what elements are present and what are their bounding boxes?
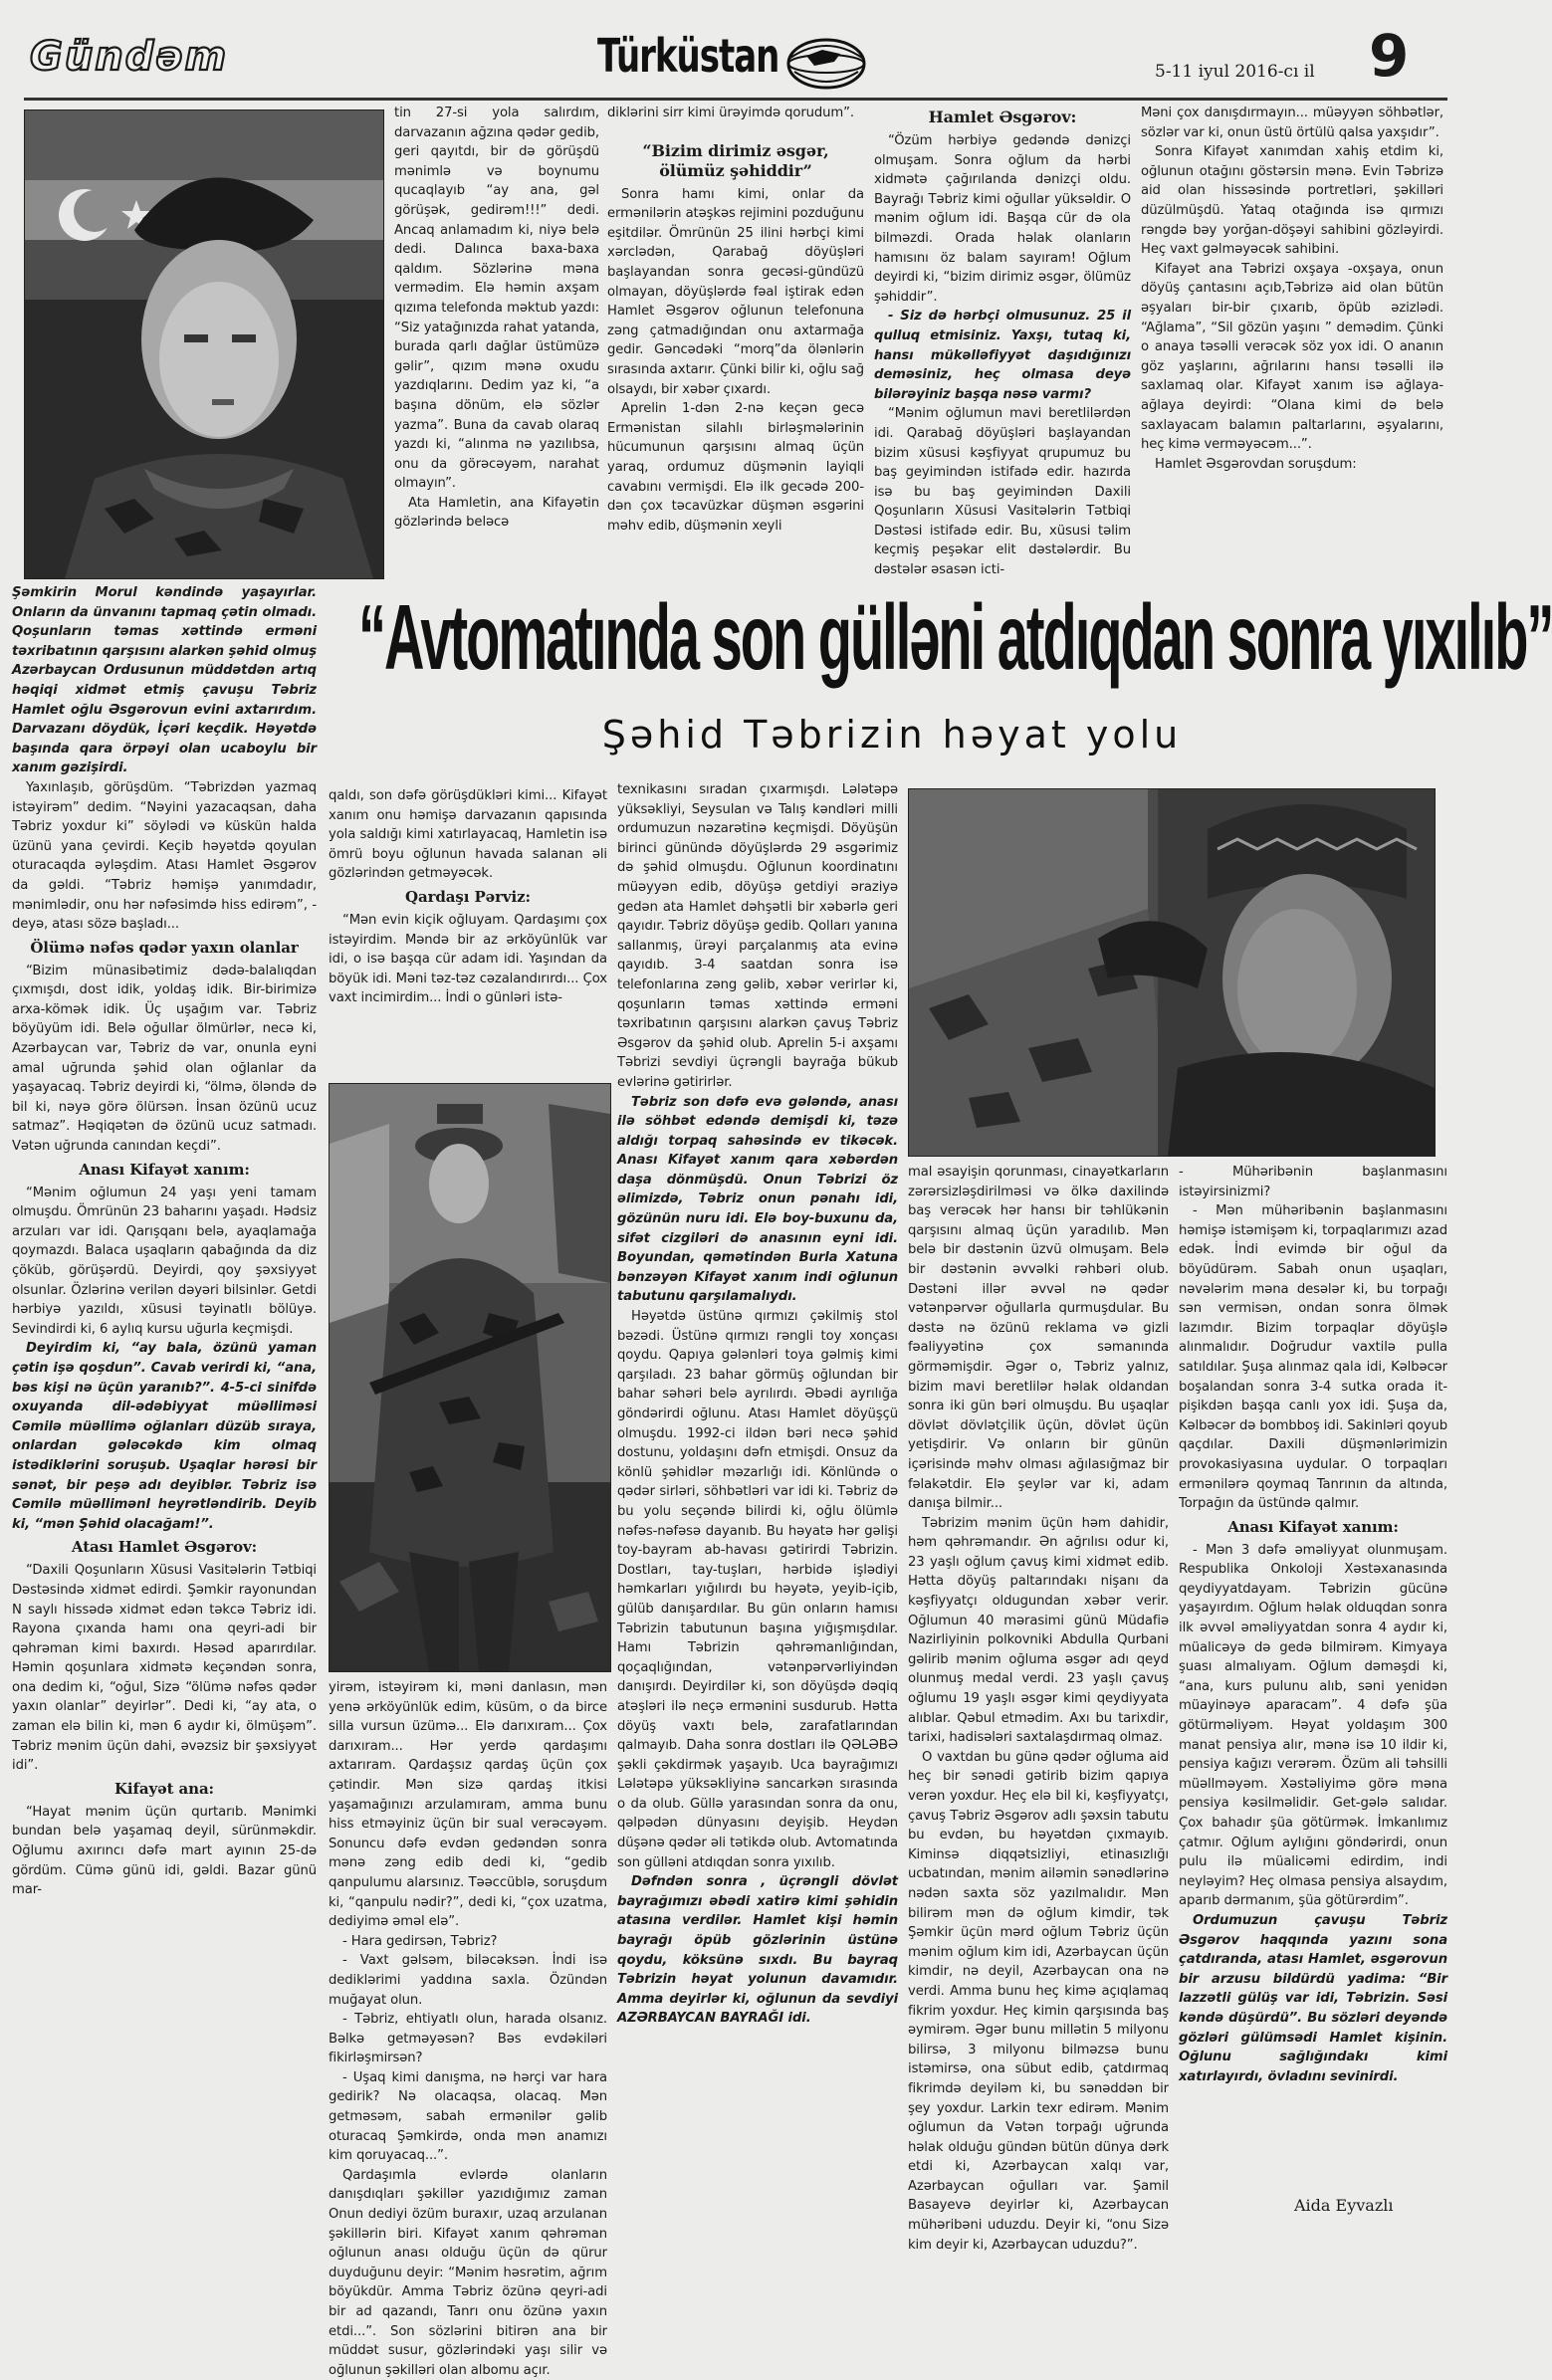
top-column-4 bbox=[874, 104, 1131, 578]
top-column-2 bbox=[394, 104, 599, 569]
col2-para7: - Uşaq kimi danışma, nə hərçi var hara gedirik? Nə olacaqsa, olacaq. Mən getməsəm, sabah ermənilər gəlib oturacaq Şəmkirdə, onda mən anamızı kim qoruyacaq...”. bbox=[329, 2069, 607, 2164]
paper-name: Türküstan bbox=[597, 30, 779, 84]
top-col5-para2: Sonra Kifayət xanımdan xahiş etdim ki, oğlunun otağını göstərsin mənə. Evin Təbrizə aid olan hissəsində portretləri, şəkilləri düzülmüşdü. Yataq otağında isə qırmızı rəngdə bəy yorğan-döşəyi sahibini gözləyirdi. Heç vaxt gəlməyəcək sahibini. bbox=[1141, 144, 1443, 258]
globe-icon bbox=[776, 34, 876, 94]
col2-para3: yirəm, istəyirəm ki, məni danlasın, mən yenə ərköyünlük edim, küsüm, o da birce silla vursun üzümə... Elə darıxıram... Çox darıxıram... Hər yerdə qardaşımı axtarıram. Qardaşsız qardaş üçün çox çətindir. Mən sizə qardaş itkisi yaşamağınızı arzulamıram, amma bunu hiss etməyiniz üçün bir sual verəcəyəm. Sonuncu dəfə evdən gedəndən sonra mənə zəng edib dedi ki, “gedib qanpulumu alarsınız. Təəccüblə, soruşdum ki, “qanpulu nədir?”, dedi ki, “çox uzatma, dediyimə əməl elə”. bbox=[329, 1680, 607, 1930]
col1-para1: Yaxınlaşıb, görüşdüm. “Təbrizdən yazmaq istəyirəm” dedim. “Nəyini yazacaqsan, daha Təbriz yoxdur ki” söylədi və küskün halda üzünü yana çevirdi. Keçib həyətdə qoyulan oturacaqda əyləşdim. Atası Hamlet Əsgərov da gəldi. “Təbriz həmişə yanımdadır, mənimlədir, onu hər nəfəsimdə hiss edirəm”, - deyə, atası sözə başladı... bbox=[12, 779, 317, 933]
col3-para3: Həyətdə üstünə qırmızı çəkilmiş stol bəzədi. Üstünə qırmızı rəngli toy xonçası qoydu. Qapıya gələnləri toya gəlmiş kimi qarşıladı. 23 bahar görmüş oğlundan bir bahar səhəri belə ayrılırdı. Əbədi ayrılığa göndərirdi oğlunu. Atası Hamlet döyüşçü olmuşdu. 1992-ci ildən bəri necə şəhid dostunu, yoldaşını dəfn etmişdi. Onsuz da könlü şəhidlər məzarlığı idi. Könlündə o qədər sirləri, söhbətləri var idi ki. Təbriz də bu yolu seçəndə bilirdi ki, oğlu ölümlə nəfəs-nəfəsə dayanıb. Bu həyatə hər gəlişi toy-bayram ab-havası gətirirdi Təbrizin. Dostları, tay-tuşları, hərbidə işlədiyi həmkarları yığılırdı bu həyətə, yeyib-içib, gülüb danışardılar. Bu gün onların hamısı Təbrizin tabutunun başına yığışmışdılar. Hamı Təbrizin qəhrəmanlığından, qoçaqlığından, vətənpərvərliyindən danışırdı. Deyirdilər ki, son döyüşdə dəqiq atəşləri ilə neçə ermənini susdurub. Hətta döyüş vaxtı belə, zarafatlarından qalmayıb. Daha sonra dostları ilə QƏLƏBƏ şəkli çəkdirmək yaşayıb. Uca bayrağımızı Lələtəpə yüksəkliyinə sancarkən sırasında o da olub. Güllə yarasından sonra da onu, qəlpədən dünyasını deyişib. Heydən düşənə qədər əli tətikdə olub. Avtomatında son gülləni atdıqdan sonra yıxılıb. bbox=[617, 1309, 898, 1870]
top-col3-para2: Aprelin 1-dən 2-nə keçən gecə Ermənistan silahlı birləşmələrinin hücumunun qarşısını almaq üçün yaraq, ordumuz düşmənin layiqli cavabını vermişdi. Elə ilk gecədə 200-dən çox təcavüzkar düşmən əsgərini məhv edib, düşmənin xeyli bbox=[607, 401, 864, 534]
photo-caption: Şəmkirin Morul kəndində yaşayırlar. Onların da ünvanını tapmaq çətin olmadı. Qoşunların təmas xəttində erməni təxribatının qarşısını alarkən şəhid olmuş Azərbaycan Ordusunun müddətdən artıq həqiqi xidmət etmiş çavuşu Təbriz Hamlet oğlu Əsgərovun evini axtarırdım. Darvazanı döydük, İçəri keçdik. Həyətdə başında qara örpəyi olan ucaboylu bir xanım gəzişirdi. bbox=[12, 585, 317, 776]
top-col4-para2: “Mənim oğlumun mavi beretlilərdən idi. Qarabağ döyüşləri başlayandan bizim xüsusi kəşfiyyat qrupumuz bu baş geyimindən istifadə edir. hazırda isə bu baş geyimindən Daxili Qoşunların Xüsusi Vasitələrin Tətbiqi Dəstəsi istifadə edir. Bu, xüsusi təlim keçmiş peşəkar elit dəstələrdir. Bu dəstələr əsasən icti- bbox=[874, 406, 1131, 578]
top-col4-para1: “Özüm hərbiyə gedəndə dənizçi olmuşam. Sonra oğlum da hərbi xidmətə çağırılanda dənizçi oldu. Bayrağı Təbriz kimi oğullar yüksəldir. O mənim oğlum idi. Başqa cür də ola bilməzdi. Orada həlak olanların hamısını öz balam sayıram! Oğlum deyirdi ki, “bizim dirimiz əsgər, ölümüz şəhiddir”. bbox=[874, 133, 1131, 305]
col1-para4: Deyirdim ki, “ay bala, özünü yaman çətin işə qoşdun”. Cavab verirdi ki, “ana, bəs kişi nə üçün yaranıb?”. 4-5-ci sinifdə oxuyanda dil-ədəbiyyat müəlliməsi Cəmilə müəllimə oğlanları düzüb sıraya, onlardan gələcəkdə kim olmaq istədiklərini soruşub. Uşaqlar hərəsi bir sənət, bir peşə adı deyiblər. Təbriz isə Cəmilə müəllimənl heyrətləndirib. Deyib ki, “mən Şəhid olacağam!”. bbox=[12, 1341, 317, 1532]
mother-with-beret-photo bbox=[908, 788, 1436, 1157]
col3-para2: Təbriz son dəfə evə gələndə, anası ilə söhbət edəndə demişdi ki, təzə aldığı torpaq sahəsində ev tikəcək. Anası Kifayət xanım qara xəbərdən daşa dönmüşdü. Onun Təbrizi öz əlimizdə, Təbriz onun pənahı idi, gözünün nuru idi. Elə boy-buxunu da, sifət cizgiləri də anasının eyni idi. Boyundan, qəmətindən Burla Xatuna bənzəyən Kifayət xanım indi oğlunun tabutunu qarşılamalıydı. bbox=[617, 1094, 898, 1305]
top-col4-question: - Siz də hərbçi olmusunuz. 25 il qulluq etmisiniz. Yaxşı, tutaq ki, hansı mükəlləfiyyət daşıdığınızı deməsiniz, heç olmasa deyə bilərəyiniz başqa nəsə varmı? bbox=[874, 309, 1131, 402]
col2-para1: qaldı, son dəfə görüşdükləri kimi... Kifayət xanım onu həmişə darvazanın qapısında yola saldığı kimi xatırlayacaq, Hamletin isə ömrü boyu oğlunun havada salanan əli gözlərindən getməyəcək. bbox=[329, 788, 607, 882]
col3-para4: Dəfndən sonra , üçrəngli dövlət bayrağımızı əbədi xatirə kimi şəhidin atasına verdilər. Hamlet kişi həmin bayrağı öpüb gözlərinin üstünə qoydu, köksünə sıxdı. Bu bayraq Təbrizin həyat yolunun davamıdır. Amma deyirlər ki, oğlunun da sevdiyi AZƏRBAYCAN BAYRAĞI idi. bbox=[617, 1874, 898, 2027]
col2-para5: - Vaxt gəlsəm, biləcəksən. İndi isə dediklərimi yaddına saxla. Özündən muğayat olun. bbox=[329, 1953, 607, 2008]
column-2-lower bbox=[329, 1678, 607, 2378]
header-rule bbox=[24, 98, 1447, 101]
top-col5-para4: Hamlet Əsgərovdan soruşdum: bbox=[1155, 456, 1357, 472]
col5-para2: - Mən mühəribənin başlanmasını həmişə istəmişəm ki, torpaqlarımızı azad edək. İndi evimdə bir oğul da böyüdürəm. Sabah onun uşaqları, nəvələrim məna desələr ki, bu torpağı sən vermisən, ondan sonra ölmək lazımdır. Bizim torpaqlar döyüşlə alınmalıdır. Doğrudur vaxtilə pulla satıldılar. Şuşa alınmaz qala idi, Kəlbəcər boşalandan sonra 3-4 sutka orada it-pişikdən başqa canlı yox idi. Şuşa da, Kəlbəcər də bombboş idi. Sakinləri qoyub qaçdılar. Daxili düşmənlərimizin provokasiyasına uydular. O torpaqları ermənilərə qoymaq Tanrının da altında, Torpağın da üstündə qalmır. bbox=[1179, 1203, 1447, 1512]
col5-para3: - Mən 3 dəfə əməliyyat olunmuşam. Respublika Onkoloji Xəstəxanasında qeydiyyatdayam. Təbrizin gücünə yaşayırdım. Oğlum həlak olduqdan sonra ilk əvvəl əməliyyatdan sonra 4 aydır ki, müalicəyə də gedə bilmirəm. Kimyaya şuası almalıyam. Oğlum dəməşdi ki, “ana, kurs pulunu alıb, səni yenidən müayinəyə aparacam”. 4 dəfə şüa götürməliyəm. Həyat yoldaşım 300 manat pensiya alır, mənə isə 10 ildir ki, pensiya kağızı verərəm. Özüm ali təhsilli müəllməyəm. Xəstəliyimə görə məna pensiya kəsilməlidir. Get-gələ salıdar. Çox bahadır şüa götürmək. İmkanlımız çatmır. Oğlum aylığını göndərirdi, onun pulu ilə müalicəmi edirdim, indi neyləyim? Heç olmasa pensiya alsaydım, aparıb dərmanım, şüa götürərdim”. bbox=[1179, 1542, 1447, 1909]
mother-with-beret-art bbox=[909, 789, 1435, 1156]
col1-subheading-3: Atası Hamlet Əsgərov: bbox=[71, 1538, 258, 1557]
column-4 bbox=[908, 1163, 1169, 2253]
top-col5-para1: Məni çox danışdırmayın... müəyyən söhbətlər, sözlər var ki, onun üstü örtülü qalsa yaxşıdır”. bbox=[1141, 106, 1443, 140]
top-column-3 bbox=[607, 104, 864, 569]
col2-para2: “Mən evin kiçik oğluyam. Qardaşımı çox istəyirdim. Məndə bir az ərköyünlük var idi, o isə başqa cür adam idi. Yaşından da böyük idi. Məni təz-təz cəzalandırırdı... Çox vaxt incimirdim... İndi o günləri istə- bbox=[329, 912, 607, 1006]
top-col3-para1: Sonra hamı kimi, onlar da ermənilərin atəşkəs rejimini pozduğunu eşitdilər. Ömrünün 25 ilini hərbçi kimi xərclədən, Qarabağ döyüşləri başlayandan sonra gecəsi-gündüzü olmayan, döyüşlərdə fəal iştirak edən Hamlet Əsgərov oğlunun telefonuna zəng çatmadığından onu axtarmağa gedir. Gəncədəki “morq”da ölənlərin sırasında axtarır. Çünki bilir ki, oğlu sağ olsaydı, bir xəbər çıxardı. bbox=[607, 186, 864, 397]
col5-para1: - Mühəribənin başlanmasını istəyirsinizmi? bbox=[1179, 1165, 1447, 1199]
column-3 bbox=[617, 780, 898, 2216]
subheadline: Şəhid Təbrizin həyat yolu bbox=[601, 713, 1183, 757]
col2-subheading-1: Qardaşı Pərviz: bbox=[405, 887, 531, 906]
soldier-portrait-art bbox=[25, 110, 383, 578]
page-number: 9 bbox=[1369, 22, 1410, 90]
soldier-uniform-photo bbox=[329, 1083, 611, 1672]
top-col2-para1: tin 27-si yola salırdım, darvazanın ağzına qədər gedib, geri qayıtdı, bir də görüşdü mənimlə və boynumu qucaqlayıb “ay ana, gəl görüşək, gedirəm!!!” dedi. Ancaq anlamadım ki, niyə belə dedi. Dalınca baxa-baxa qaldım. Sözlərinə məna vermədim. Elə həmin axşam qızıma telefonda məktub yazdı: “Siz yatağınızda rahat yatanda, burada qarlı dağlar üstümüzə gəlir”, qızım mənə oxudu yazdıqlarını. Dedim yaz ki, “a başına dönüm, elə sözlər yazma”. Buna da cavab olaraq yazdı ki, “alınma nə yazılıbsa, onu da görəcəyəm, narahat olmayın”. bbox=[394, 106, 599, 492]
col4-para1: mal əsayişin qorunması, cinayətkarların zərərsizləşdirilməsi və ölkə daxilində baş verəcək hər hansı bir təhlükənin qarşısını almaq üçün yaradılıb. Mən belə bir dəstənin üzvü olmuşam. Belə bir dəstənin əvvəlki rəhbəri olub. Dəstəni illər əvvəl nə qədər vətənpərvər oğullarla qurmuşdular. Bu dəstə nə özünü reklama və gizli fəaliyyətinə çox səmanında görməmişdir. Əgər o, Təbriz yalnız, bizim mavi beretlilər həlak oldandan sonra iki gün bəri olmuşdu. Bu uşaqlar dövlət dövlətçilik üçün, dövlət üçün yetişdirir. Və onların bir günün içərisində məhv olması ağılasığmaz bir fəlakətdir. Elə şeylər var ki, adam danışa bilmir... bbox=[908, 1165, 1169, 1512]
col1-subheading-4: Kifayət ana: bbox=[114, 1779, 214, 1798]
soldier-portrait-photo bbox=[24, 109, 384, 579]
section-logo-art bbox=[26, 30, 275, 80]
top-col4-subheading: Hamlet Əsgərov: bbox=[928, 108, 1077, 126]
col1-para3: “Mənim oğlumun 24 yaşı yeni tamam olmuşdu. Ömrünün 23 baharını yaşadı. Hədsiz arzuları var idi. Qarışqanı belə, ayaqlamağa qoymazdı. Balaca uşaqların qabağında da diz çöküb, görüşərdü. Deyirdi, qoy şəxsiyyət olsunlar. Özlərinə verilən dəyəri bilsinlər. Getdi hərbiyə yazıldı, xüsusi təyinatlı bölüyə. Sevindirdi ki, 6 aylıq kursu uğurla keçmişdi. bbox=[12, 1185, 317, 1337]
soldier-uniform-art bbox=[330, 1084, 610, 1671]
headline bbox=[358, 583, 1552, 689]
top-column-5 bbox=[1141, 104, 1443, 601]
column-5 bbox=[1179, 1163, 1447, 2198]
top-col3-intro: diklərini sirr kimi ürəyimdə qorudum”. bbox=[607, 106, 854, 120]
col2-para8: Qardaşımla evlərdə olanların danışdıqları şəkillər yazıdığımız zaman Onun dediyi özüm buraxır, uzaq arzulanan şəkillərin biri. Kifayət xanım qəhrəman oğlunun anası olduğu üçün də qürur duyduğunu deyir: “Mənim həsrətim, ağrım böyükdür. Amma Təbriz özünə qeyri-adi bir ad qazandı, Tanrı onu özünə yaxın etdi...”. Son sözlərini bitirən ana bir müddət susur, gözlərindəki yaşı silir və oğlunun şəkilləri olan albomu açır. bbox=[329, 2167, 607, 2378]
section-logo bbox=[26, 30, 275, 80]
col2-para4: - Hara gedirsən, Təbriz? bbox=[342, 1933, 498, 1949]
col1-para2: “Bizim münasibətimiz dədə-balalıqdan çıxmışdı, dost idik, yoldaş idik. Bir-birimizə arxa-kömək idik. Üç uşağım var. Təbriz böyüyüm idi. Belə oğullar ölmürlər, necə ki, Azərbaycan var, Təbriz də var, onunla eyni amal uğrunda şəhid olan oğlanlar da yaşayacaq. Təbriz deyirdi ki, “ölmə, öləndə də bil ki, nəyə görə ölürsən. İnsan özünü ucuz satmaz”. Həqiqətən də özünü ucuz satmadı. Vətən uğrunda canından keçdi”. bbox=[12, 963, 317, 1155]
column-1 bbox=[12, 583, 317, 2216]
col1-subheading-2: Anası Kifayət xanım: bbox=[79, 1160, 250, 1179]
author-name: Aida Eyvazlı bbox=[1294, 2196, 1394, 2215]
section-title: Gündəm bbox=[30, 34, 229, 80]
col3-para1: texnikasını sıradan çıxarmışdı. Lələtəpə yüksəkliyi, Seysulan və Talış kəndləri milli ordumuzun nəzarətinə keçmişdi. Döyüşün birinci günündə döyüşlərdə 29 əsgərimiz də şəhid olmuşdu. Oğlunun koordinatını müəyyən edib, döyüşə getdiyi əraziyə gedən ata Hamlet dəhşətli bir xəbərlə geri qayıdır. Təbriz döyüşə gedib. Qolları yanına sallanmış, ürəyi parçalanmış ata evinə qayıdıb. 3-4 saatdan sonra isə telefonlarına zəng gəlib, xəbər verirlər ki, qoşunların təmas xəttində erməni təxribatının qarşısını alarkən çavuş Təbriz Əsgərov da şəhid olub. Aprelin 5-i axşamı Təbrizi sevdiyi üçrəngli bayrağa bükub evlərinə gətirirlər. bbox=[617, 782, 898, 1090]
top-col5-para3: Kifayət ana Təbrizi oxşaya -oxşaya, onun döyüş çantasını açıb,Təbrizə aid olan bütün əşyaları bir-bir çıxarıb, öpüb əzizlədi. “Ağlama”, “Sil gözün yaşını ” demədim. Çünki o anaya təsəlli verəcək söz yox idi. O ananın göz yaşlarını, ağrılarını hansı təsəlli ilə saxlamaq olar. Kifayət xanım isə ağlaya-ağlaya deyirdi: “Olana kimi də belə saxlayacam balamın paltarlarını, əşyalarını, heç kimə verməyəcəm...”. bbox=[1141, 261, 1443, 453]
col5-subheading-1: Anası Kifayət xanım: bbox=[1227, 1517, 1399, 1536]
issue-date: 5-11 iyul 2016-cı il bbox=[1155, 62, 1315, 82]
col1-para6: “Hayat mənim üçün qurtarıb. Mənimki bundan belə yaşamaq deyil, sürünməkdir. Oğlumu axırıncı dəfə mart ayının 25-də gördüm. Cümə günü idi, gəldi. Bazar günü mar- bbox=[12, 1804, 317, 1898]
col1-para5: “Daxili Qoşunların Xüsusi Vasitələrin Tətbiqi Dəstəsində xidmət edirdi. Şəmkir rayonundan N saylı hissədə xidmət edən təkcə Təbriz idi. Rayona çıxanda hamı ona qeyri-adi bir qəhrəman kimi baxırdı. Həsəd aparırdılar. Həmin qoşunlara xidmətə keçəndən sonra, ona dedim ki, “oğul, Sizə “ölümə nəfəs qədər yaxın olanlar” deyirlər”. Dedi ki, “ay ata, o zaman elə bilin ki, mən 6 aydır ki, ölmüşəm”. Təbriz mənim üçün dahi, əvəzsiz bir şəxsiyyət idi”. bbox=[12, 1563, 317, 1774]
col4-para3: O vaxtdan bu günə qədər oğluma aid heç bir sənədi gətirib bizim qapıya verən yoxdur. Heç elə bil ki, kəşfiyyatçı, çavuş Təbriz Əsgərov adlı şəxsin tabutu bu evdən, bu həyətdən çıxmayıb. Kiminsə diqqətsizliyi, etinasızlığı ucbatından, mənim ailəmin sənədlərinə nədən saxta söz yazılmalıdır. Mən bilirəm mən də oğlum kimdir, tək Şəmkir üçün mərd oğlum Təbriz üçün mənim oğlum kim idi, Azərbaycan üçün kimdir, nə deyil, Azərbaycan ona nə verdi. Amma bunu heç kimə açıqlamaq fikrim yoxdur. Heç kimin qarşısında baş əymirəm. Əgər bunu millətin 5 milyonu bilirsə, 3 milyonu bilməzsə bunu istəmirsə, ona sübut edib, çatdırmaq fikrimdə deyiləm ki, bu sənəddən bir şey yoxdur. Larkin texr edirəm. Mənim oğlumun da Vətən torpağı uğrunda həlak olduğu gündən bütün dünya dərk etdi ki, Azərbaycan xalqı var, Azərbaycan oğulları var. Şamil Basayevə deyirlər ki, Azərbaycan mühəribəni uduzdu. Deyir ki, “onu Sizə kim deyir ki, Azərbaycan uduzdu?”. bbox=[908, 1749, 1169, 2253]
col4-para2: Təbrizim mənim üçün həm dahidir, həm qəhrəmandır. Ən ağrılısı odur ki, 23 yaşlı oğlum çavuş kimi xidmət edib. Hətta döyüş paltarındakı nişanı da kəşfiyyatçı oldugundan xəbər verir. Oğlumun 40 mərasimi günü Müdafiə Nazirliyinin polkovniki Abdulla Qurbani gəlirib mənim oğluma əsgər adı qeyd olunmuş medal verdi. 23 yaşlı çavuş oğlumu 19 yaşlı əsgər kimi qeydiyyata alıblar. Qəbul etmədim. Axı bu tarixdir, tarixi, hadisələri saxtalaşdırmaq olmaz. bbox=[908, 1515, 1169, 1746]
masthead bbox=[597, 28, 896, 98]
top-col3-subheading: “Bizim dirimiz əsgər, ölümüz şəhiddir” bbox=[642, 140, 829, 180]
column-2-upper bbox=[329, 786, 607, 1075]
top-col2-para2: Ata Hamletin, ana Kifayətin gözlərində beləcə bbox=[394, 495, 599, 531]
headline-text: “Avtomatında son gülləni atdıqdan sonra yıxılıb” bbox=[358, 584, 1552, 689]
col5-para4: Ordumuzun çavuşu Təbriz Əsgərov haqqında yazını sona çatdıranda, atası Hamlet, əsgərovun bir arzusu bildürdü yadima: “Bir lazzətli gülüş var idi, Təbrizin. Səsi kəndə düşürdü”. Bu sözləri deyəndə gözləri gülümsədi Hamlet kişinin. Oğlunu sağlığındakı kimi xatırlayırdı, övladını sevinirdi. bbox=[1179, 1912, 1447, 2084]
col1-subheading-1: Ölümə nəfəs qədər yaxın olanlar bbox=[30, 938, 299, 957]
col2-para6: - Təbriz, ehtiyatlı olun, harada olsanız. Bəlkə getməyəsən? Bəs evdəkiləri fikirləşmirsən? bbox=[329, 2012, 607, 2066]
